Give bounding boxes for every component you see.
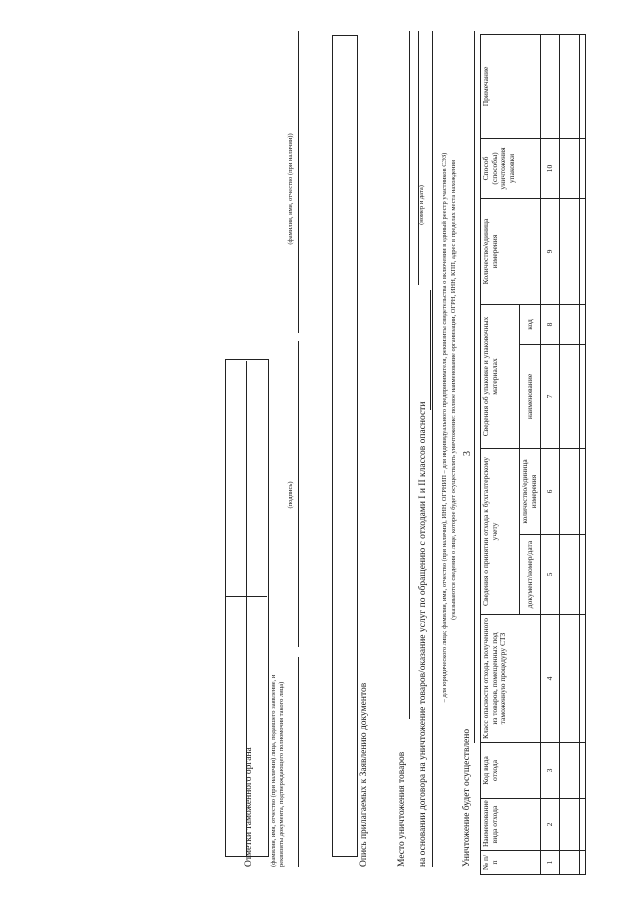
destruction-field-2[interactable] — [432, 31, 433, 867]
col-num: 4 — [541, 615, 560, 743]
col-num: 9 — [541, 198, 560, 304]
header-no: № п/п — [481, 851, 541, 875]
header-qty-unit: количество/единица измерения — [520, 448, 541, 534]
destruction-field[interactable] — [474, 31, 475, 743]
header-hazard-class: Класс опасности отхода, полученного из товаров, помещенных под таможенную процедуру СТЗ — [481, 615, 541, 743]
name-hint: (фамилия, имя, отчество (при наличии)) — [287, 133, 294, 245]
signature-field[interactable] — [298, 341, 299, 647]
column-number-row — [541, 34, 560, 874]
header-waste-code: Код вида отхода — [481, 743, 541, 799]
col-num: 8 — [541, 304, 560, 344]
header-quantity-unit: Количество/единица измерения — [481, 198, 541, 304]
header-destroy-method: Способ (способы) уничтожения упаковки — [481, 138, 541, 198]
col-num: 1 — [541, 851, 560, 875]
signature-hint: (подпись) — [287, 481, 294, 509]
place-field[interactable] — [409, 31, 410, 719]
inventory-label: Опись прилагаемых к Заявлению документов — [359, 682, 369, 867]
col-num: 2 — [541, 799, 560, 851]
page-number: 3 — [462, 451, 473, 456]
col-num: 5 — [541, 535, 560, 615]
contract-label: на основании договора на уничтожение товаров/оказание услуг по обращению с отходами I и II классов опасности — [418, 401, 428, 867]
col-num: 10 — [541, 138, 560, 198]
destruction-hint-1: (указываются сведения о лице, которое будет осуществлять уничтожение: полное наименование организации, ОГРН, ИНН, КПП, адрес в пределах места нахождения — [450, 160, 457, 621]
customs-box[interactable] — [225, 359, 269, 857]
customs-box-column — [225, 596, 267, 597]
header-doc: документ/номер/дата — [520, 535, 541, 615]
header-pack-code: код — [520, 304, 541, 344]
table-row — [560, 34, 580, 874]
contract-hint: (номер и дата) — [418, 185, 425, 225]
header-note: Примечание — [481, 34, 541, 138]
name-field[interactable] — [298, 31, 299, 333]
contract-number-field[interactable] — [418, 31, 419, 285]
contract-field[interactable] — [430, 290, 431, 410]
col-num: 6 — [541, 448, 560, 534]
customs-label: Отметки таможенного органа — [244, 747, 254, 867]
header-pack-name: наименование — [520, 344, 541, 448]
col-num — [541, 34, 560, 138]
header-accounting-group: Сведения о принятии отхода к бухгалтерскому учету — [481, 448, 520, 614]
destruction-hint-2: – для юридического лица; фамилия, имя, отчество (при наличии), ИНН, ОГРНИП – для индивидуального предпринимателя, реквизиты свидетельства о включении в единый реестр участников СЭЗ) — [441, 152, 448, 703]
place-label: Место уничтожения товаров — [397, 751, 407, 867]
col-num: 3 — [541, 743, 560, 799]
inventory-box[interactable] — [332, 35, 358, 857]
destruction-label: Уничтожение будет осуществлено — [462, 728, 472, 867]
applicant-field[interactable] — [298, 657, 299, 867]
header-packaging-group: Сведения об упаковке и упаковочных материалах — [481, 304, 520, 448]
waste-table — [480, 34, 586, 875]
header-waste-name: Наименование вида отхода — [481, 799, 541, 851]
col-num: 7 — [541, 344, 560, 448]
table-row — [580, 34, 586, 874]
customs-box-divider — [246, 361, 247, 857]
applicant-hint: (фамилия, имя, отчество (при наличии) лица, подавшего заявление, и реквизиты документа, подтверждающего полномочия такого лица) — [270, 674, 285, 867]
